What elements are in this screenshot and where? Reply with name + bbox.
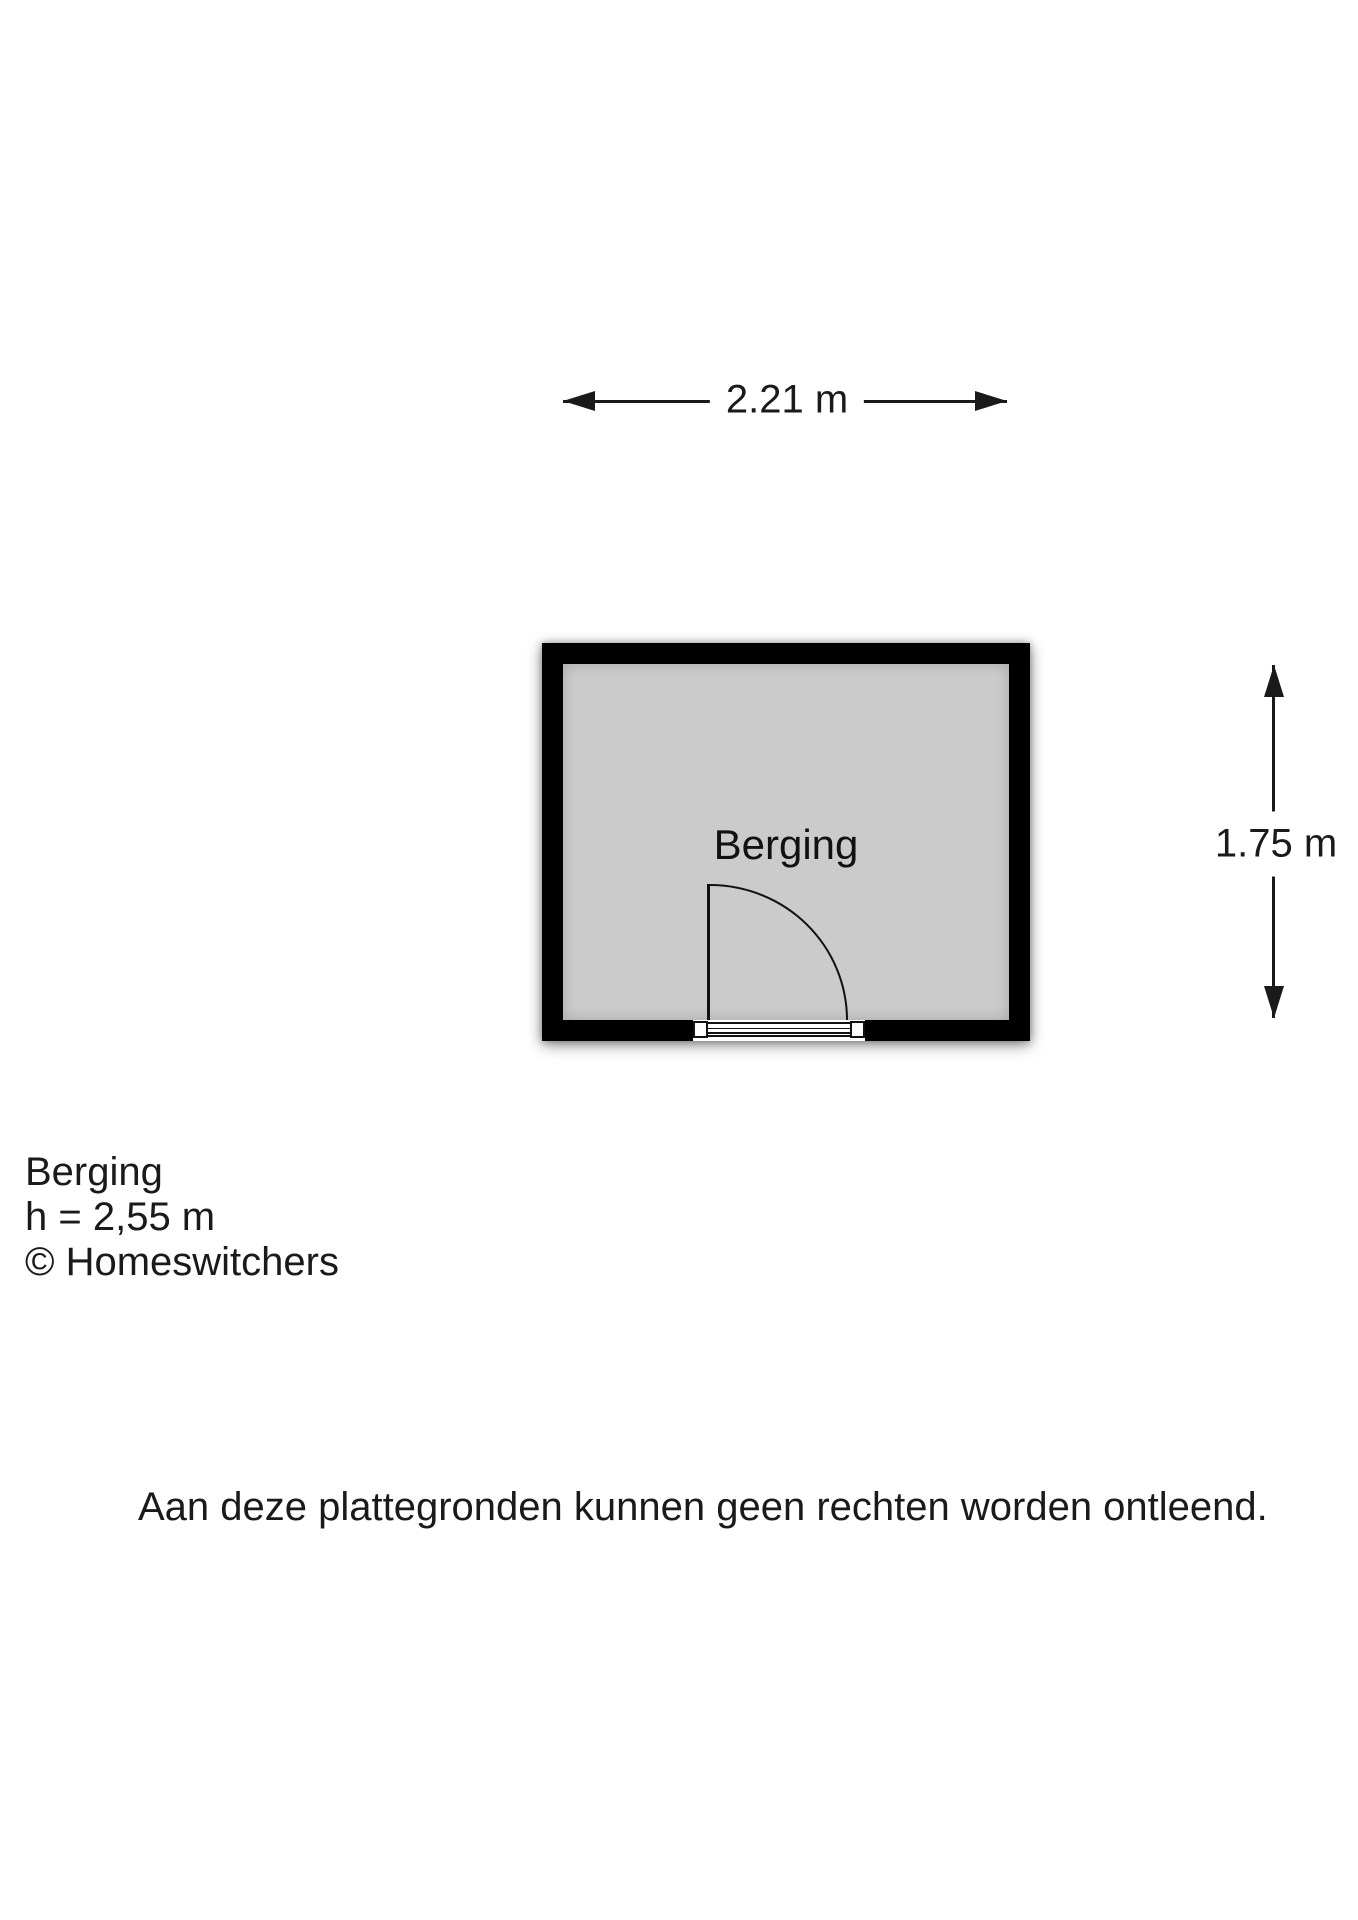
height-dimension-arrowhead-top [1264, 665, 1284, 697]
legend-block [25, 1150, 339, 1285]
door-threshold [708, 1022, 850, 1037]
legend-ceiling-height: h = 2,55 m [25, 1195, 216, 1239]
door-threshold-line [708, 1032, 850, 1034]
width-dimension-arrowhead-right [975, 391, 1007, 411]
door-jamb-right [850, 1021, 865, 1038]
room-label: Berging [713, 821, 859, 868]
height-dimension-arrowhead-bottom [1264, 986, 1284, 1018]
door-jamb-left [693, 1021, 708, 1038]
width-dimension-arrowhead-left [563, 391, 595, 411]
door-threshold-line [708, 1028, 850, 1030]
room-walls [542, 643, 1030, 1041]
legend-room-name: Berging [25, 1150, 163, 1194]
legend-copyright: © Homeswitchers [25, 1240, 339, 1284]
disclaimer-text: Aan deze plattegronden kunnen geen rechten worden ontleend. [138, 1485, 1268, 1529]
width-dimension-label: 2.21 m [710, 376, 864, 425]
height-dimension-label: 1.75 m [1209, 812, 1343, 877]
